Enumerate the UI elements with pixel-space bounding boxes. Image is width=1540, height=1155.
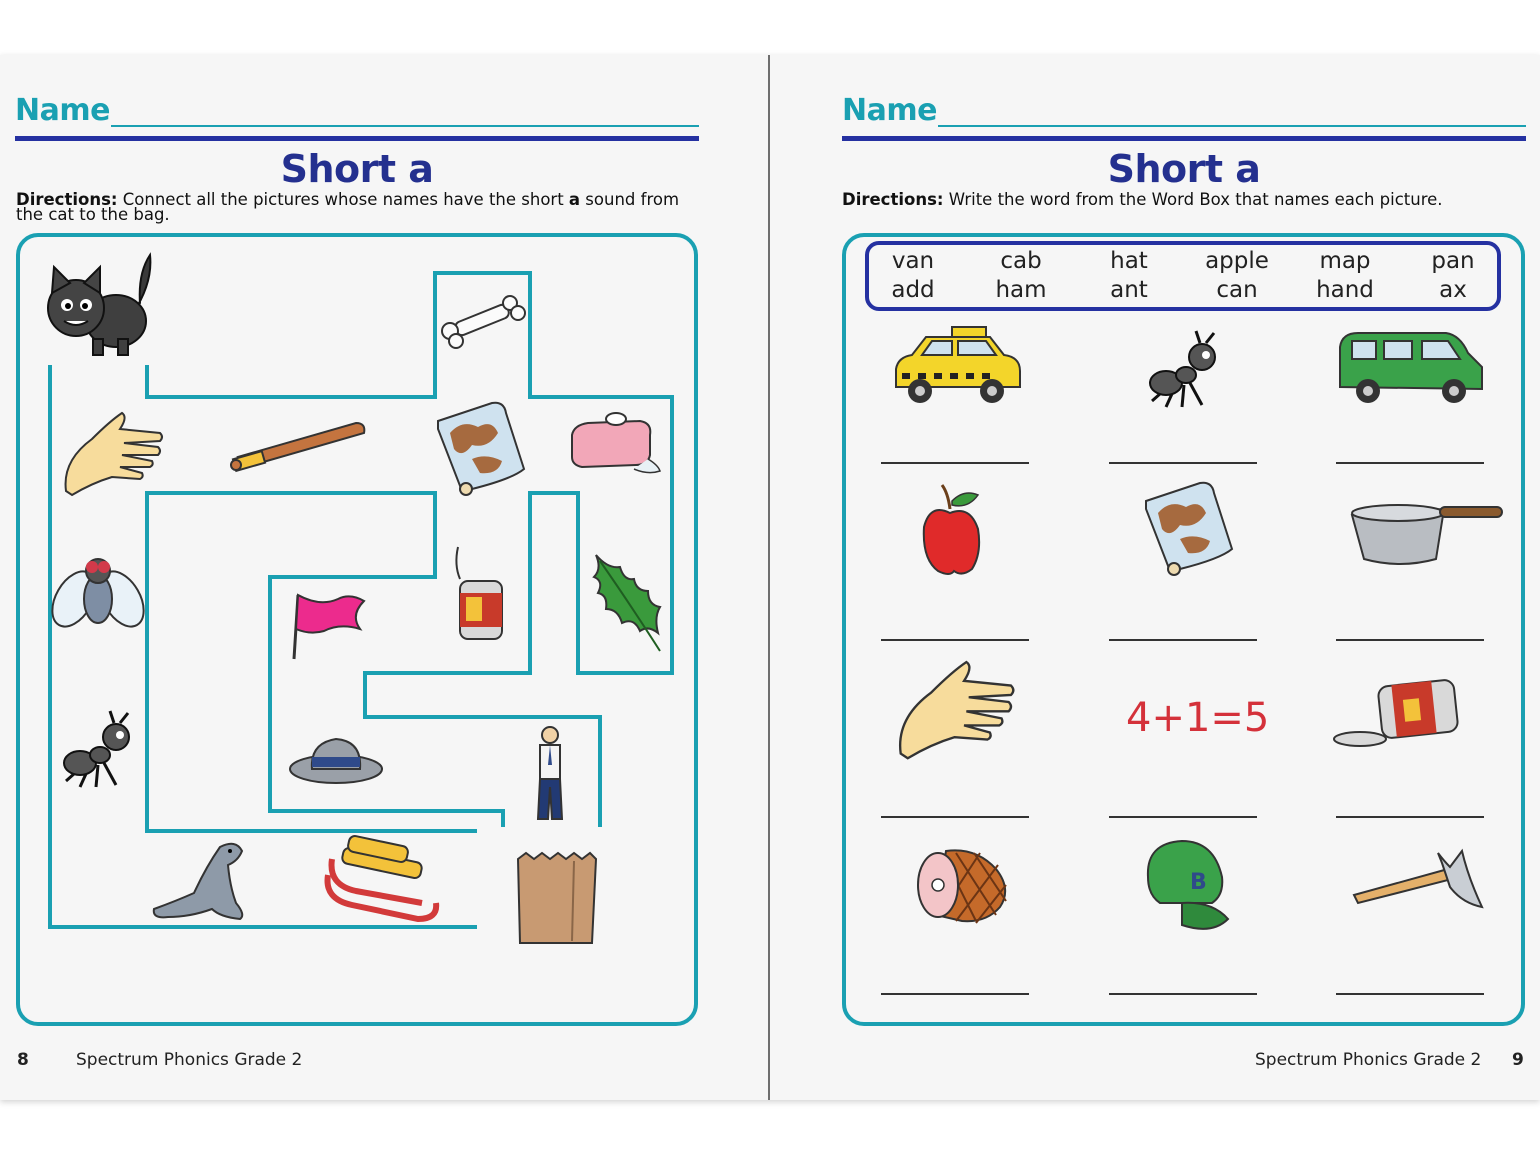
leaf-icon[interactable] (588, 551, 664, 655)
answer-line[interactable] (1109, 816, 1257, 818)
word: hand (1316, 277, 1374, 303)
word: cab (1000, 248, 1042, 274)
ham-icon (916, 845, 1010, 925)
word: pan (1431, 248, 1475, 274)
answer-line[interactable] (881, 639, 1029, 641)
page-title: Short a (1107, 147, 1261, 191)
left-page (0, 55, 768, 1100)
word: hat (1110, 248, 1148, 274)
header-rule (842, 136, 1526, 141)
man-icon[interactable] (528, 725, 572, 825)
ax-icon (1352, 847, 1486, 913)
answer-line[interactable] (1336, 993, 1484, 995)
can-icon[interactable] (452, 545, 506, 643)
word: ham (995, 277, 1047, 303)
hand-icon (896, 659, 1018, 759)
seal-icon[interactable] (150, 837, 250, 923)
word: ant (1110, 277, 1148, 303)
directions-text: Connect all the pictures whose names have the short (117, 190, 569, 209)
word: add (891, 277, 935, 303)
word: apple (1205, 248, 1269, 274)
word: map (1319, 248, 1371, 274)
bone-icon[interactable] (440, 297, 526, 347)
soap-icon[interactable] (568, 411, 664, 477)
math-equation-text: 4+1=5 (1126, 695, 1270, 741)
map-icon (1140, 477, 1236, 577)
answer-line[interactable] (881, 993, 1029, 995)
answer-line[interactable] (1336, 639, 1484, 641)
bag-icon[interactable] (512, 849, 602, 949)
sled-icon[interactable] (322, 839, 442, 921)
van-icon (1336, 327, 1486, 407)
answer-line[interactable] (1336, 462, 1484, 464)
map-icon[interactable] (432, 399, 528, 495)
flag-icon[interactable] (290, 589, 368, 661)
right-page (770, 55, 1540, 1100)
taxi-icon (892, 325, 1024, 409)
svg-text:B: B (1190, 870, 1207, 895)
directions-label: Directions: (16, 190, 118, 209)
name-writing-line[interactable] (938, 125, 1526, 127)
math-equation (1122, 691, 1270, 741)
ant-icon (1146, 329, 1220, 409)
apple-icon (920, 483, 982, 577)
directions-text: Write the word from the Word Box that names each picture. (943, 190, 1443, 209)
answer-line[interactable] (1336, 816, 1484, 818)
name-row (842, 93, 1526, 143)
directions (842, 192, 1526, 207)
can-icon (1332, 675, 1462, 751)
answer-line[interactable] (1109, 462, 1257, 464)
footer-left (17, 1050, 29, 1070)
workbook-spread (0, 55, 1540, 1100)
pan-icon (1350, 499, 1502, 569)
answer-line[interactable] (1109, 639, 1257, 641)
cap-icon (1142, 837, 1232, 933)
footer-title: Spectrum Phonics Grade 2 (76, 1050, 303, 1070)
answer-line[interactable] (1109, 993, 1257, 995)
directions-label: Directions: (842, 190, 944, 209)
answer-line[interactable] (881, 816, 1029, 818)
word: van (891, 248, 935, 274)
directions-letter: a (568, 190, 581, 209)
word: ax (1439, 277, 1467, 303)
hand-icon[interactable] (62, 411, 166, 495)
answer-line[interactable] (881, 462, 1029, 464)
fly-icon[interactable] (54, 555, 142, 637)
name-label: Name (842, 93, 937, 128)
footer-title: Spectrum Phonics Grade 2 (1255, 1050, 1482, 1070)
page-number: 8 (17, 1050, 29, 1070)
word-box (865, 241, 1501, 311)
hat-icon[interactable] (288, 733, 386, 787)
word: can (1216, 277, 1258, 303)
name-label: Name (15, 93, 110, 128)
ant-icon[interactable] (60, 709, 134, 789)
directions-text-end: sound from the cat to the bag. (16, 190, 680, 224)
page-title: Short a (280, 147, 434, 191)
footer-right (1512, 1050, 1524, 1070)
bat-icon[interactable] (230, 417, 368, 471)
cat-icon[interactable] (38, 253, 158, 358)
page-number: 9 (1512, 1050, 1524, 1070)
